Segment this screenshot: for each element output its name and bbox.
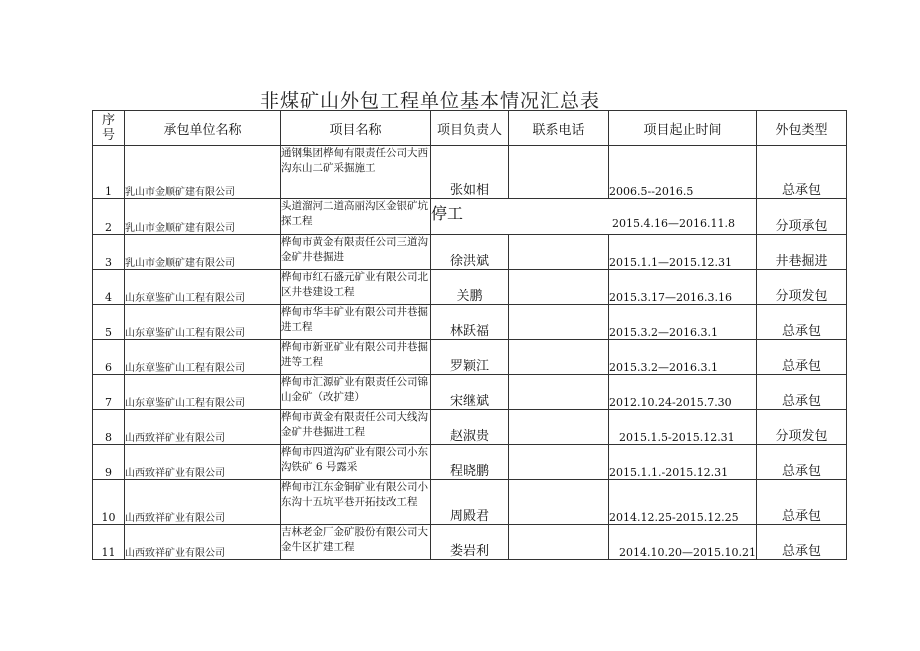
cell-project: 桦甸市华丰矿业有限公司井巷掘进工程: [281, 305, 431, 340]
cell-period: 2015.3.2—2016.3.1: [609, 340, 757, 375]
header-unit: 承包单位名称: [125, 111, 281, 146]
cell-period: 2014.10.20—2015.10.21: [609, 525, 757, 560]
cell-phone: [509, 525, 609, 560]
cell-type: 井巷掘进: [756, 235, 846, 270]
cell-project: 桦甸市汇源矿业有限责任公司锦山金矿（改扩建）: [281, 375, 431, 410]
cell-no: 9: [93, 445, 125, 480]
cell-type: 分项发包: [756, 270, 846, 305]
cell-project: 通钢集团桦甸有限责任公司大西沟东山二矿采掘施工: [281, 146, 431, 199]
header-phone: 联系电话: [509, 111, 609, 146]
cell-no: 8: [93, 410, 125, 445]
cell-unit: 山西致祥矿业有限公司: [125, 410, 281, 445]
table-row: [93, 340, 847, 375]
cell-period: 2014.12.25-2015.12.25: [609, 480, 757, 525]
cell-type: 总承包: [756, 375, 846, 410]
table-row: [93, 410, 847, 445]
cell-type: 总承包: [756, 480, 846, 525]
cell-phone: [509, 235, 609, 270]
header-project: 项目名称: [281, 111, 431, 146]
header-no: [93, 111, 125, 146]
cell-project: 桦甸市新亚矿业有限公司井巷掘进等工程: [281, 340, 431, 375]
cell-type: 分项发包: [756, 410, 846, 445]
cell-project: 桦甸市黄金有限责任公司三道沟金矿井巷掘进: [281, 235, 431, 270]
header-no-line1: 序: [101, 113, 115, 128]
cell-project: 桦甸市红石盛元矿业有限公司北区井巷建设工程: [281, 270, 431, 305]
cell-phone: [509, 375, 609, 410]
cell-unit: 山东章鉴矿山工程有限公司: [125, 305, 281, 340]
cell-manager: 徐洪斌: [431, 235, 509, 270]
cell-no: 10: [93, 480, 125, 525]
header-manager: 项目负责人: [431, 111, 509, 146]
cell-period: 2015.1.5-2015.12.31: [609, 410, 757, 445]
cell-project: 桦甸市江东金铜矿业有限公司小东沟十五坑平巷开拓技改工程: [281, 480, 431, 525]
cell-phone: [509, 305, 609, 340]
cell-period: 2015.3.17—2016.3.16: [609, 270, 757, 305]
cell-type: 总承包: [756, 525, 846, 560]
cell-phone: [509, 445, 609, 480]
table-row: [93, 270, 847, 305]
cell-phone: [509, 410, 609, 445]
cell-merged-status: [431, 199, 757, 235]
cell-project: 桦甸市黄金有限责任公司大线沟金矿井巷掘进工程: [281, 410, 431, 445]
cell-unit: 山东章鉴矿山工程有限公司: [125, 375, 281, 410]
cell-period: 2006.5--2016.5: [609, 146, 757, 199]
table-row: [93, 375, 847, 410]
cell-no: 2: [93, 199, 125, 235]
cell-phone: [509, 270, 609, 305]
cell-period: 2015.1.1—2015.12.31: [609, 235, 757, 270]
table-row: [93, 445, 847, 480]
cell-unit: 山东章鉴矿山工程有限公司: [125, 340, 281, 375]
cell-unit: 山西致祥矿业有限公司: [125, 445, 281, 480]
cell-type: 总承包: [756, 305, 846, 340]
header-period: 项目起止时间: [609, 111, 757, 146]
header-type: 外包类型: [756, 111, 846, 146]
cell-manager: 罗颖江: [431, 340, 509, 375]
header-no-line2: 号: [101, 128, 115, 143]
cell-manager: 张如相: [431, 146, 509, 199]
cell-phone: [509, 480, 609, 525]
table-row: [93, 146, 847, 199]
cell-unit: 乳山市金顺矿建有限公司: [125, 199, 281, 235]
table-row: [93, 480, 847, 525]
cell-period: 2015.3.2—2016.3.1: [609, 305, 757, 340]
cell-project: 桦甸市四道沟矿业有限公司小东沟铁矿 6 号露采: [281, 445, 431, 480]
cell-type: 分项承包: [756, 199, 846, 235]
table-row: [93, 305, 847, 340]
table-row: [93, 525, 847, 560]
table-title: 非煤矿山外包工程单位基本情况汇总表: [259, 90, 600, 112]
cell-no: 1: [93, 146, 125, 199]
cell-period: 2015.4.16—2016.11.8: [612, 217, 735, 230]
cell-project: 头道溜河二道高丽沟区金银矿坑探工程: [281, 199, 431, 235]
cell-unit: 山西致祥矿业有限公司: [125, 525, 281, 560]
cell-no: 7: [93, 375, 125, 410]
cell-no: 4: [93, 270, 125, 305]
cell-no: 6: [93, 340, 125, 375]
cell-no: 11: [93, 525, 125, 560]
cell-manager: 林跃福: [431, 305, 509, 340]
cell-manager: 周殿君: [431, 480, 509, 525]
cell-period: 2015.1.1.-2015.12.31: [609, 445, 757, 480]
cell-period: 2012.10.24-2015.7.30: [609, 375, 757, 410]
cell-type: 总承包: [756, 340, 846, 375]
cell-type: 总承包: [756, 146, 846, 199]
cell-manager: 赵淑贵: [431, 410, 509, 445]
cell-phone: [509, 340, 609, 375]
cell-project: 吉林老金厂金矿股份有限公司大金牛区扩建工程: [281, 525, 431, 560]
cell-manager: 程晓鹏: [431, 445, 509, 480]
header-row: [93, 111, 847, 146]
status-note: 停工: [431, 204, 464, 223]
cell-unit: 山东章鉴矿山工程有限公司: [125, 270, 281, 305]
table-row: [93, 235, 847, 270]
summary-table: [92, 110, 847, 560]
cell-manager: 宋继斌: [431, 375, 509, 410]
cell-unit: 乳山市金顺矿建有限公司: [125, 235, 281, 270]
table-row: [93, 199, 847, 235]
cell-type: 总承包: [756, 445, 846, 480]
cell-unit: 山西致祥矿业有限公司: [125, 480, 281, 525]
cell-unit: 乳山市金顺矿建有限公司: [125, 146, 281, 199]
cell-no: 5: [93, 305, 125, 340]
cell-no: 3: [93, 235, 125, 270]
cell-phone: [509, 146, 609, 199]
cell-manager: 关鹏: [431, 270, 509, 305]
cell-manager: 娄岩利: [431, 525, 509, 560]
